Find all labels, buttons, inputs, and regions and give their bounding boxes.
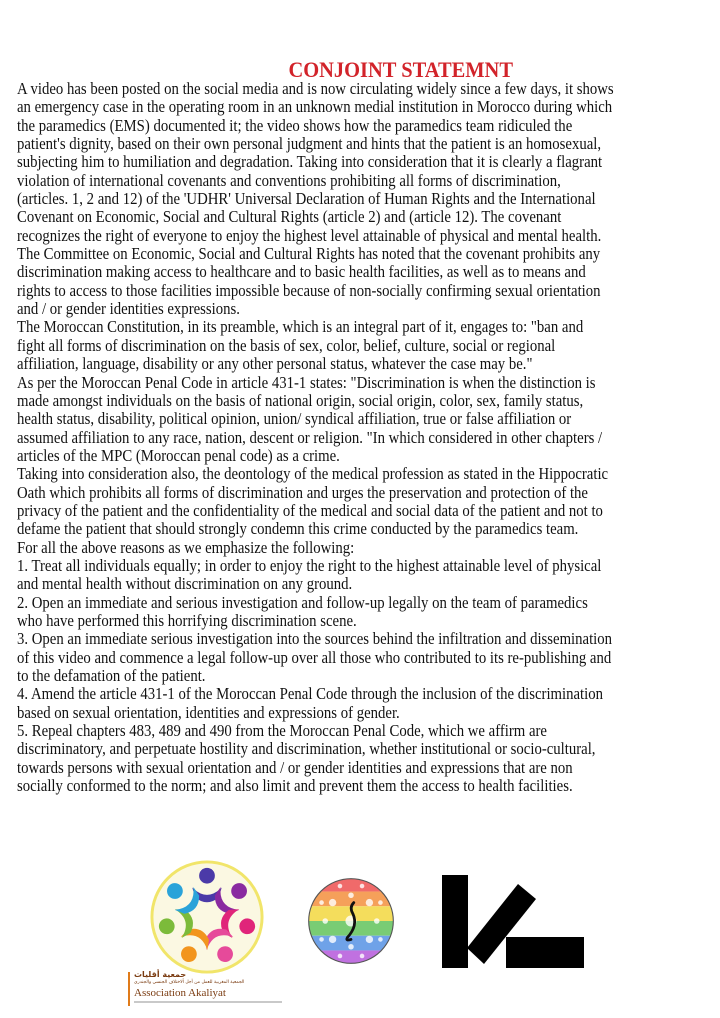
text-line: rights to access to those facilities impossible because of non-socially confirming sexual orientation: [17, 280, 601, 300]
text-line: violation of international covenants and conventions prohibiting all forms of discrimination,: [17, 170, 561, 190]
akaliyat-arabic-subtitle: الجمعية المغربية للعمل من أجل الاختلاف الجنسي والجندري: [134, 980, 245, 985]
document-title-text: CONJOINT STATEMNT: [288, 57, 514, 82]
akaliyat-arabic-name: جمعية أقليات: [134, 970, 187, 979]
text-line: 3. Open an immediate serious investigation into the sources behind the infiltration and dissemination: [17, 629, 613, 649]
text-line: Taking into consideration also, the deontology of the medical profession as stated in the Hippocratic: [17, 464, 609, 484]
text-line: defame the patient that should strongly condemn this crime conducted by the paramedics team.: [17, 519, 579, 539]
caption-accent-bar: [128, 972, 130, 1006]
text-line: recognizes the right of everyone to enjoy the highest level attainable of physical and mental health.: [17, 225, 602, 245]
text-line: As per the Moroccan Penal Code in article 431-1 states: "Discrimination is when the distinction is: [17, 372, 596, 392]
logos-footer: [0, 850, 720, 1018]
text-line: A video has been posted on the social media and is now circulating widely since a few days, it shows: [17, 79, 614, 98]
text-line: patient's dignity, based on their own personal judgment and hints that the patient is an homosexual,: [17, 134, 602, 154]
text-line: of this video and commence a legal follow-up over all those who contributed to its re-publishing and: [17, 647, 612, 667]
text-line: 4. Amend the article 431-1 of the Moroccan Penal Code through the inclusion of the discrimination: [17, 684, 604, 704]
text-line: 5. Repeal chapters 483, 489 and 490 from the Moroccan Penal Code, which we affirm are: [17, 721, 547, 741]
text-line: The Committee on Economic, Social and Cultural Rights has noted that the covenant prohibits any: [17, 244, 601, 264]
text-line: articles of the MPC (Moroccan penal code) as a crime.: [17, 445, 340, 465]
rainbow-mosaic-logo: [305, 875, 397, 967]
akaliyat-caption: [128, 970, 288, 1018]
akaliyat-logo: [148, 858, 266, 976]
text-line: who have performed this horrifying discrimination scene.: [17, 610, 357, 630]
text-line: and / or gender identities expressions.: [17, 299, 240, 319]
text-line: subjecting him to humiliation and degradation. Taking into consideration that it is clearly a flagrant: [17, 152, 603, 172]
text-line: health status, disability, political opinion, union/ syndical affiliation, true or false affiliation or: [17, 409, 572, 429]
akaliyat-fine-print-line: [134, 1001, 282, 1003]
text-line: (articles. 1, 2 and 12) of the 'UDHR' Universal Declaration of Human Rights and the International: [17, 189, 596, 209]
text-line: to the defamation of the patient.: [17, 666, 206, 685]
text-line: towards persons with sexual orientation and / or gender identities and expressions that are non: [17, 757, 573, 777]
akaliyat-english-name: Association Akaliyat: [134, 987, 226, 999]
text-line: assumed affiliation to any race, nation, descent or religion. "In which considered in other chapters /: [17, 427, 603, 447]
text-line: For all the above reasons as we emphasize the following:: [17, 537, 355, 557]
text-line: 1. Treat all individuals equally; in order to enjoy the right to the highest attainable level of physical: [17, 555, 602, 575]
geometric-k-logo: [440, 875, 588, 970]
text-line: 2. Open an immediate and serious investigation and follow-up legally on the team of paramedics: [17, 592, 588, 612]
statement-body: [17, 80, 720, 795]
text-line: based on sexual orientation, identities and expressions of gender.: [17, 702, 400, 722]
text-line: Covenant on Economic, Social and Cultural Rights (article 2) and (article 12). The covenant: [17, 207, 562, 227]
text-line: fight all forms of discrimination on the basis of sex, color, belief, culture, social or regional: [17, 335, 556, 355]
text-line: an emergency case in the operating room in an unknown medial institution in Morocco during which: [17, 97, 613, 117]
text-line: and mental health without discrimination on any ground.: [17, 574, 353, 594]
text-line: discrimination making access to healthcare and to basic health facilities, as well as to means and: [17, 262, 586, 282]
text-line: privacy of the patient and the confidentiality of the medical and social data of the patient and not to: [17, 500, 603, 520]
text-line: The Moroccan Constitution, in its preamble, which is an integral part of it, engages to: "ban and: [17, 317, 584, 337]
text-line: Oath which prohibits all forms of discrimination and urges the preservation and protection of the: [17, 482, 588, 502]
text-line: discriminatory, and perpetuate hostility and discrimination, whether institutional or socio-cultural,: [17, 739, 596, 759]
text-line: affiliation, language, disability or any other personal status, whatever the case may be.": [17, 354, 533, 374]
text-line: made amongst individuals on the basis of national origin, social origin, color, sex, family status,: [17, 390, 584, 410]
text-line: socially conformed to the norm; and also limit and prevent them the access to health facilities.: [17, 776, 573, 796]
text-line: the paramedics (EMS) documented it; the video shows how the paramedics team ridiculed the: [17, 115, 573, 135]
